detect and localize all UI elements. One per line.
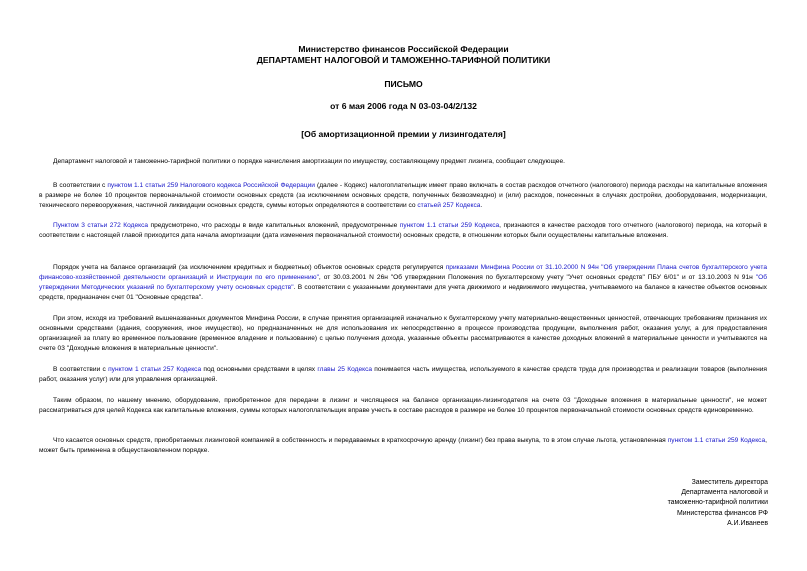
link-article-257-p1[interactable]: пунктом 1 статьи 257 Кодекса xyxy=(108,366,202,373)
link-article-259-tax-code[interactable]: пунктом 1.1 статьи 259 Налогового кодекса Российской Федерации xyxy=(107,182,315,189)
signature-position: Заместитель директора xyxy=(691,479,768,486)
paragraph-5 xyxy=(39,314,767,354)
paragraph-2 xyxy=(39,181,767,211)
paragraph-8 xyxy=(39,436,767,456)
link-article-272[interactable]: Пунктом 3 статьи 272 Кодекса xyxy=(53,222,149,229)
paragraph-text: . В соответствии с указанными документами для учета движимого и недвижимого имущества, учитываемого на балансе в качестве объектов основных средств, предназначен счет 01 "Основные средства". xyxy=(39,284,767,302)
paragraph-text: под основными средствами в целях xyxy=(201,366,318,373)
link-article-259-p1-1-final[interactable]: пунктом 1.1 статьи 259 Кодекса xyxy=(667,437,766,444)
paragraph-4 xyxy=(39,263,767,303)
paragraph-text: В соответствии с xyxy=(53,182,108,189)
paragraph-text: Департамент налоговой и таможенно-тарифной политики о порядке начисления амортизации по имуществу, составляющему предмет лизинга, сообщает следующее. xyxy=(53,158,565,165)
paragraph-text: предусмотрено, что расходы в виде капитальных вложений, предусмотренные xyxy=(148,222,400,229)
paragraph-intro xyxy=(39,157,767,167)
paragraph-6 xyxy=(39,365,767,385)
signature-name: А.И.Иванеев xyxy=(727,519,768,527)
paragraph-7 xyxy=(39,396,767,416)
paragraph-text: , признаются в качестве расходов того отчетного (налогового) периода, на который в соответствии с настоящей главой приходится дата начала амортизации (дата изменения первоначальной стоимости) основных средств, в отношении которых были осуществлены капитальные вложения. xyxy=(39,222,767,240)
signature-block xyxy=(668,478,768,529)
paragraph-text: (далее - Кодекс) налогоплательщик имеет право включать в состав расходов отчетного (налогового) периода расходы на капитальные вложения в размере не более 10 процентов первоначальной стоимости основных средств (за исключением основных средств, полученных безвозмездно) и (или) расходов, понесенных в случаях достройки, дооборудования, модернизации, технического перевооружения, частичной ликвидации основных средств, суммы которых определяются в соответствии со xyxy=(39,182,768,210)
link-order-91n[interactable]: "Об утверждении Методических указаний по бухгалтерскому учету основных средств" xyxy=(39,274,767,292)
link-article-257[interactable]: статьей 257 Кодекса xyxy=(417,202,481,210)
paragraph-text: понимается часть имущества, используемого в качестве средств труда для производства и реализации товаров (выполнения работ, оказания услуг) или для управления организацией. xyxy=(39,366,767,384)
paragraph-text: Что касается основных средств, приобретаемых лизинговой компанией в собственность и передаваемых в краткосрочную аренду (лизинг) без права выкупа, то в этом случае льгота, установленная xyxy=(53,437,668,444)
link-article-259-p1-1[interactable]: пунктом 1.1 статьи 259 Кодекса xyxy=(399,222,500,229)
document-date-number: от 6 мая 2006 года N 03-03-04/2/132 xyxy=(330,101,477,111)
paragraph-text: При этом, исходя из требований вышеназванных документов Минфина России, в случае принятия организацией изначально к бухгалтерскому учету материально-вещественных ценностей, отвечающих требованиям признания их основными средствами (здания, сооружения, иное имущество), но предназначенных не для использования их непосредственно в процессе производства продукции, выполнения работ, оказания услуг, а для предоставления организацией за плату во временное пользование (временное владение и пользование) с целью получения дохода, указанные объекты рассматриваются в качестве доходных вложений в материальные ценности и учитываются на счете 03 "Доходные вложения в материальные ценности". xyxy=(39,315,767,353)
link-order-94n[interactable]: приказами Минфина России от 31.10.2000 N 94н "Об утверждении Плана счетов бухгалтерского учета финансово-хозяйственной деятельности организаций и Инструкции по его применению" xyxy=(39,264,767,282)
department-title: ДЕПАРТАМЕНТ НАЛОГОВОЙ И ТАМОЖЕННО-ТАРИФНОЙ ПОЛИТИКИ xyxy=(256,55,551,65)
document-subject: [Об амортизационной премии у лизингодателя] xyxy=(301,129,506,139)
document-type: ПИСЬМО xyxy=(384,79,423,89)
link-chapter-25[interactable]: главы 25 Кодекса xyxy=(317,366,373,373)
paragraph-text: , от 30.03.2001 N 26н "Об утверждении Положения по бухгалтерскому учету "Учет основных средств" ПБУ 6/01" и от 13.10.2003 N 91н xyxy=(318,274,756,282)
paragraph-text: Порядок учета на балансе организаций (за исключением кредитных и бюджетных) объектов основных средств регулируется xyxy=(53,264,446,271)
paragraph-text: . xyxy=(480,202,483,210)
signature-department-cont: таможенно-тарифной политики xyxy=(667,499,768,507)
paragraph-text: Таким образом, по нашему мнению, оборудование, приобретенное для передачи в лизинг и числящееся на балансе организации-лизингодателя на счете 03 "Доходные вложения в материальные ценности", не может рассматриваться для целей Кодекса как капитальные вложения, суммы которых налогоплательщик вправе учесть в составе расходов в размере не более 10 процентов первоначальной стоимости основных средств единовременно. xyxy=(39,397,767,415)
signature-department: Департамента налоговой и xyxy=(681,489,768,497)
paragraph-3 xyxy=(39,221,767,241)
paragraph-text: , может быть применена в общеустановленном порядке. xyxy=(39,437,767,455)
paragraph-text: В соответствии с xyxy=(53,366,109,373)
signature-ministry: Министерства финансов РФ xyxy=(676,509,768,517)
ministry-title: Министерство финансов Российской Федерации xyxy=(298,44,509,54)
